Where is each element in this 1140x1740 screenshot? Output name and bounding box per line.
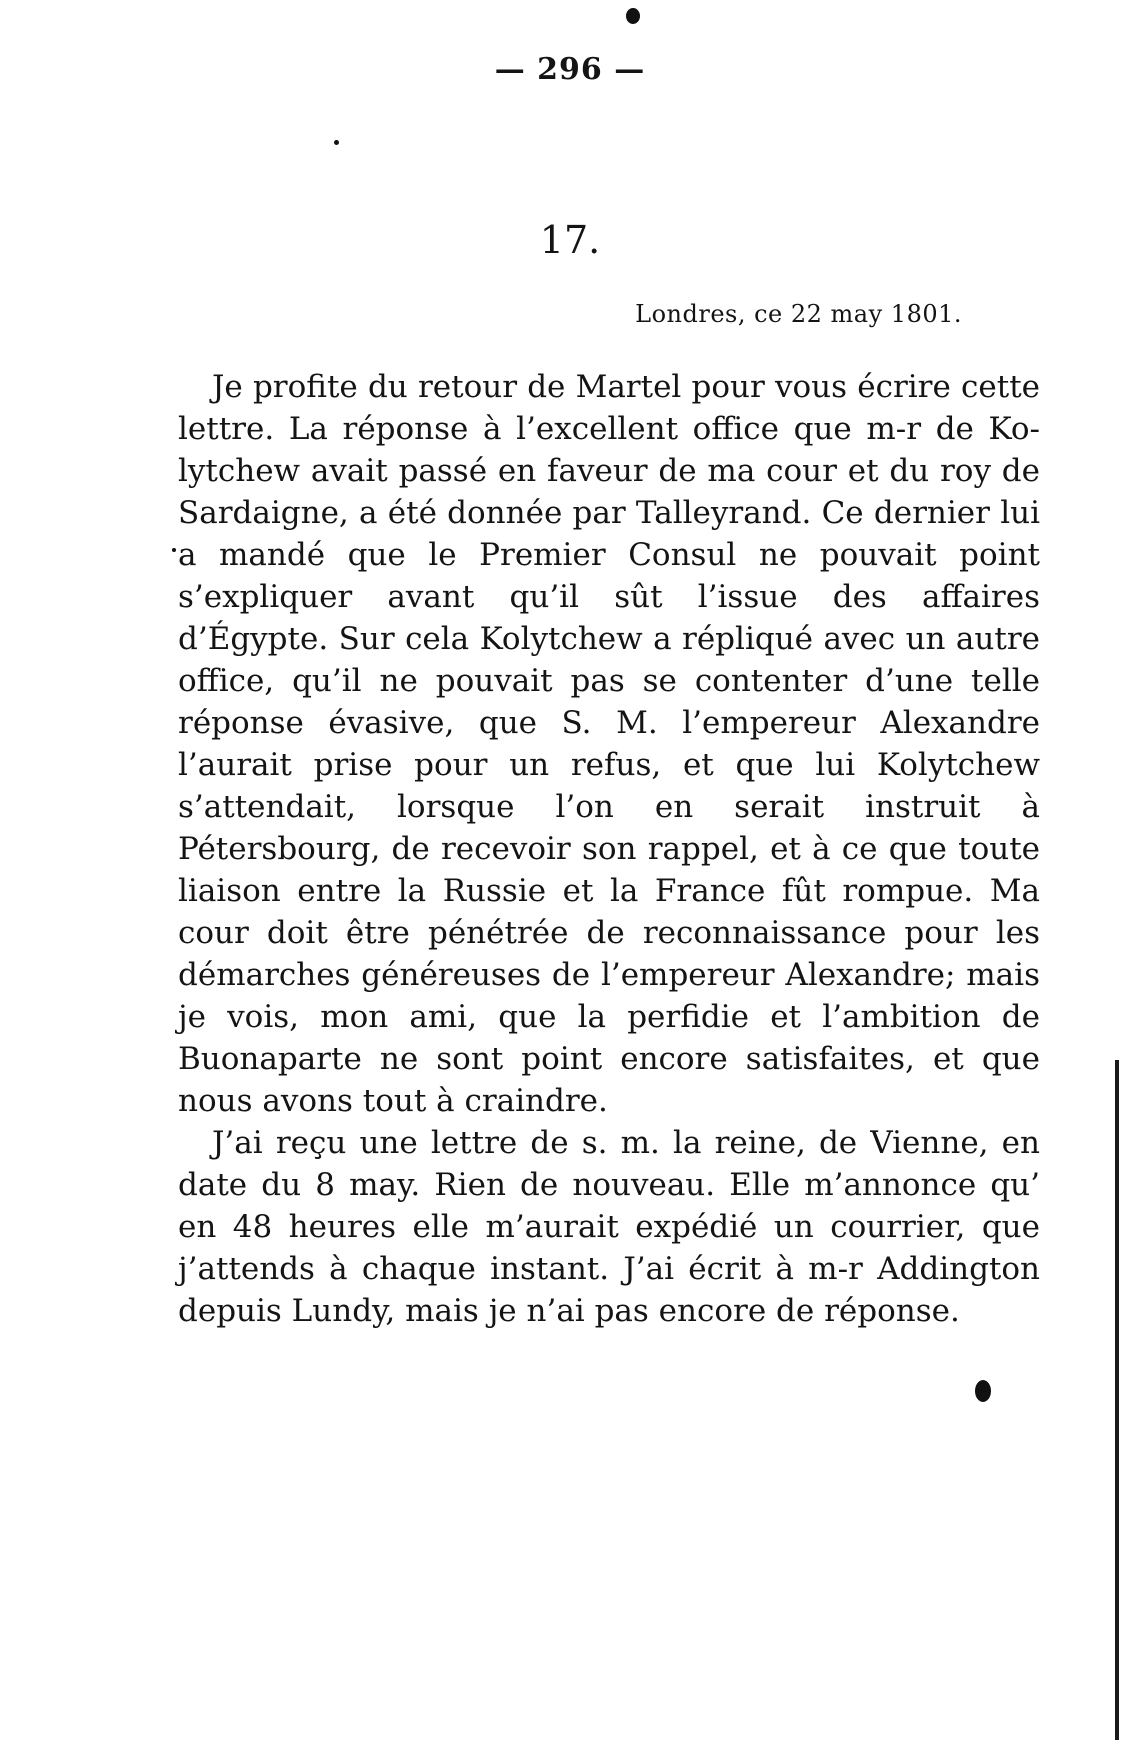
ink-speck (172, 548, 176, 552)
letter-body (178, 366, 1040, 1332)
letter-number: 17. (539, 218, 601, 262)
page-number: — 296 — (494, 52, 646, 87)
ink-speck (975, 1380, 991, 1402)
paragraph: J’ai reçu une lettre de s. m. la reine, de Vienne, en date du 8 may. Rien de nouveau. Elle m’annonce qu’ en 48 heures elle m’aurait expédié un courrier, que j’attends à chaque instant. J’ai écrit à m-r Addington depuis Lundy, mais je n’ai pas encore de réponse. (178, 1125, 1040, 1329)
dateline: Londres, ce 22 may 1801. (635, 300, 962, 328)
paragraph: Je profite du retour de Martel pour vous écrire cette lettre. La réponse à l’excellent office que m-r de Kolytchew avait passé en faveur de ma cour et du roy de Sardaigne, a été donnée par Talleyrand. Ce dernier lui a mandé que le Premier Consul ne pouvait point s’expliquer avant qu’il sût l’issue des affaires d’Égypte. Sur cela Kolytchew a répliqué avec un autre office, qu’il ne pouvait pas se contenter d’une telle réponse évasive, que S. M. l’empereur Alexandre l’aurait prise pour un refus, et que lui Kolytchew s’attendait, lorsque l’on en serait instruit à Pétersbourg, de recevoir son rappel, et à ce que toute liaison entre la Russie et la France fût rompue. Ma cour doit être pénétrée de reconnaissance pour les démarches généreuses de l’empereur Alexandre; mais je vois, mon ami, que la perfidie et l’ambition de Buonaparte ne sont point encore satisfaites, et que nous avons tout à craindre. (178, 369, 1040, 1119)
ink-speck (334, 140, 339, 145)
scan-edge-line (1115, 1060, 1119, 1740)
ink-speck (626, 8, 640, 24)
